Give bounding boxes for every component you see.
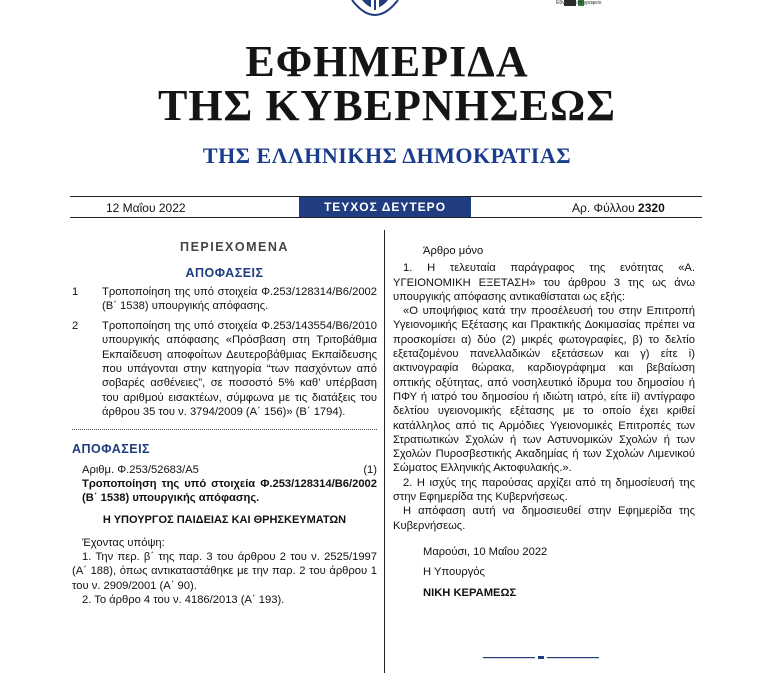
contents-item (72, 285, 377, 314)
signature-place-date: Μαρούσι, 10 Μαΐου 2022 (423, 545, 548, 558)
decision-reference-row (72, 463, 377, 477)
signature-name: ΝΙΚΗ ΚΕΡΑΜΕΩΣ (423, 586, 517, 599)
sheet-number (572, 201, 665, 215)
decision-reference-number: (1) (363, 463, 377, 476)
column-divider (384, 230, 385, 673)
contents-dotted-separator (72, 429, 377, 430)
having-regard-label: Έχοντας υπόψη: (82, 536, 165, 549)
contents-item-number: 2 (72, 320, 79, 333)
sheet-number-label: Αρ. Φύλλου (572, 201, 635, 215)
decisions-heading: ΑΠΟΦΑΣΕΙΣ (72, 442, 151, 457)
contents-item-number: 1 (72, 285, 79, 298)
gazette-title-line1: ΕΦΗΜΕΡΙΔΑ (245, 37, 529, 86)
right-column (393, 244, 695, 600)
gazette-subtitle: ΤΗΣ ΕΛΛΗΝΙΚΗΣ ΔΗΜΟΚΡΑΤΙΑΣ (202, 143, 572, 168)
contents-section-heading: ΑΠΟΦΑΣΕΙΣ (185, 266, 264, 281)
signature-role: Η Υπουργός (423, 566, 485, 579)
contents-heading: ΠΕΡΙΕΧΟΜΕΝΑ (180, 240, 289, 254)
contents-item (72, 319, 377, 419)
issue-badge: ΤΕΥΧΟΣ ΔΕΥΤΕΡΟ (299, 197, 471, 217)
gazette-title-line2: ΤΗΣ ΚΥΒΕΡΝΗΣΕΩΣ (157, 81, 617, 130)
contents-item-text: Τροποποίηση της υπό στοιχεία Φ.253/128314/Β6/2002 (Β΄ 1538) υπουργικής απόφασης. (102, 285, 377, 312)
decision-reference: Αριθμ. Φ.253/52683/Α5 (82, 463, 199, 476)
sheet-number-value: 2320 (638, 201, 665, 215)
end-of-document-mark-icon (483, 656, 599, 659)
article-publish-note: Η απόφαση αυτή να δημοσιευθεί στην Εφημερίδα της Κυβερνήσεως. (393, 505, 695, 532)
contents-item-text: Τροποποίηση της υπό στοιχεία Φ.253/143554/Β6/2010 υπουργικής απόφασης «Πρόσβαση στη Τριτοβάθμια Εκπαίδευση αποφοίτων Δευτεροβάθμιας Εκπαίδευσης που υπάγονται στην κατηγορία “των πασχόντων από σοβαρές ασθένειες”, σε ποσοστό 5% καθ’ υπέρβαση του αριθμού εισακτέων, σύμφωνα με τις διατάξεις του άρθρου 35 του ν. 3794/2009 (Α΄ 156)» (Β΄ 1794). (102, 320, 377, 418)
issue-date: 12 Μαΐου 2022 (106, 201, 186, 215)
article-quote: «Ο υποψήφιος κατά την προσέλευσή του στην Επιτροπή Υγειονομικής Εξέτασης και Πρακτικής Δοκιμασίας πρέπει να προσκομίσει α) δύο (2) μικρές φωτογραφίες, β) το δελτίο εξεταζομένου πανελλαδικών εξετάσεων και γ) είτε i) ακτινογραφία θώρακα, καρδιογράφημα και βεβαίωση οπτικής οξύτητας, από νοσηλευτικό ίδρυμα του δημοσίου ή ΠΦΥ ή ιατρό του δημοσίου ή ιδιώτη ιατρό, είτε ii) αντίγραφο δελτίου υγειονομικής εξέτασης με το οποίο έχει κριθεί κατάλληλος από τις Αρμόδιες Υγειονομικές Επιτροπές των Στρατιωτικών Σχολών ή των Αστυνομικών Σχολών ή των Σχολών Πυροσβεστικής Ακαδημίας ή των Σχολών Λιμενικού Σώματος Ελληνικής Ακτοφυλακής.». (393, 305, 695, 475)
article-paragraph: 1. Η τελευταία παράγραφος της ενότητας «Α. ΥΓΕΙΟΝΟΜΙΚΗ ΕΞΕΤΑΣΗ» του άρθρου 3 της ως άνω υπουργικής απόφασης αντικαθίσταται ως εξής: (393, 262, 695, 303)
left-column (72, 240, 377, 607)
coat-of-arms-icon (344, 0, 406, 22)
decision-paragraph: 2. Το άρθρο 4 του ν. 4186/2013 (Α΄ 193). (82, 593, 285, 606)
header-bottom-rule (70, 217, 702, 218)
decision-title: Τροποποίηση της υπό στοιχεία Φ.253/128314/Β6/2002 (Β΄ 1538) υπουργικής απόφασης. (82, 477, 377, 505)
decision-paragraph: 1. Την περ. β΄ της παρ. 3 του άρθρου 2 του ν. 2525/1997 (Α΄ 188), όπως αντικαταστάθηκε με την παρ. 2 του άρθρου 1 του ν. 2909/2001 (Α΄ 90). (72, 551, 377, 592)
article-title: Άρθρο μόνο (423, 245, 484, 257)
minister-heading: Η ΥΠΟΥΡΓΟΣ ΠΑΙΔΕΙΑΣ ΚΑΙ ΘΡΗΣΚΕΥΜΑΤΩΝ (102, 514, 347, 527)
article-paragraph: 2. Η ισχύς της παρούσας αρχίζει από τη δημοσίευσή της στην Εφημερίδα της Κυβερνήσεως. (393, 476, 695, 504)
corner-publisher-text: Εθνικό Τυπογραφείο (556, 0, 602, 6)
